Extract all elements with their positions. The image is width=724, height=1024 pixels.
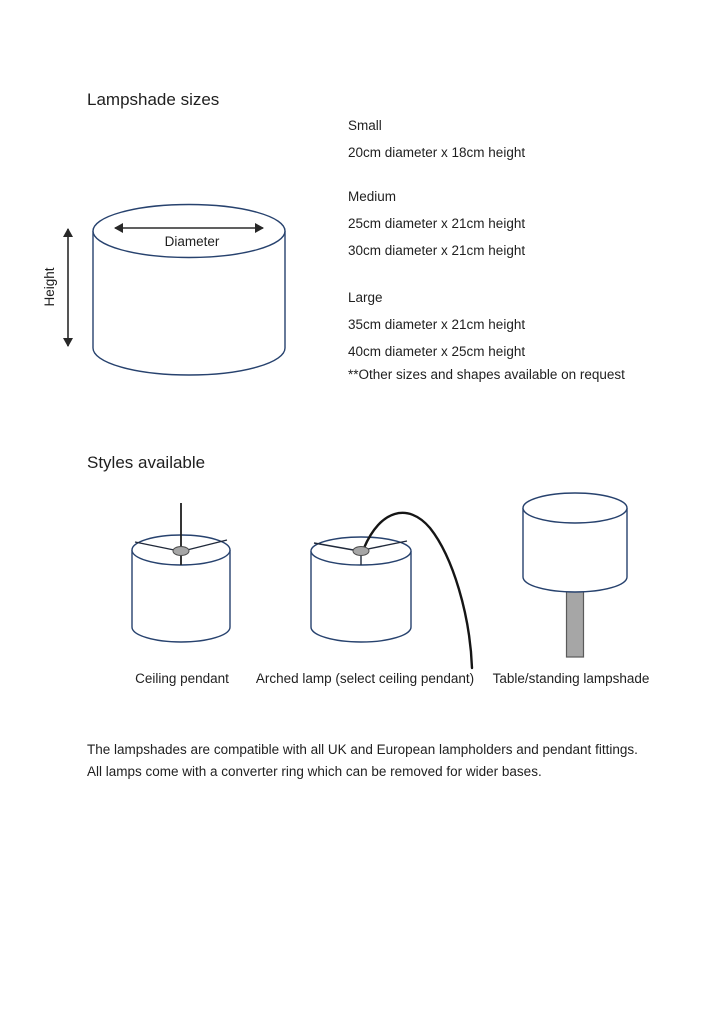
table-shade-top [523, 493, 627, 523]
styles-diagram [80, 480, 680, 675]
pendant-fitting [173, 547, 189, 556]
caption-arched-lamp: Arched lamp (select ceiling pendant) [255, 671, 475, 686]
table-lampshade-diagram [523, 493, 627, 657]
lampshade-dimensions-diagram [35, 195, 295, 385]
page-title: Lampshade sizes [87, 90, 220, 109]
ceiling-pendant-diagram [132, 503, 230, 642]
size-option: 20cm diameter x 18cm height [348, 145, 526, 160]
height-label: Height [42, 267, 57, 307]
arched-fitting [353, 547, 369, 556]
size-group-large: Large [348, 290, 383, 305]
size-option: 25cm diameter x 21cm height [348, 216, 526, 231]
styles-title: Styles available [87, 453, 206, 472]
other-sizes-note: **Other sizes and shapes available on request [348, 367, 625, 382]
size-option: 40cm diameter x 25cm height [348, 344, 526, 359]
caption-table-lampshade: Table/standing lampshade [492, 671, 650, 686]
size-group-small: Small [348, 118, 382, 133]
compatibility-line-1: The lampshades are compatible with all UK and European lampholders and pendant fittings. [87, 742, 638, 757]
compatibility-line-2: All lamps come with a converter ring which can be removed for wider bases. [87, 764, 542, 779]
size-option: 30cm diameter x 21cm height [348, 243, 526, 258]
size-option: 35cm diameter x 21cm height [348, 317, 526, 332]
diameter-label: Diameter [164, 234, 220, 249]
compatibility-paragraph [87, 739, 638, 783]
caption-ceiling-pendant: Ceiling pendant [135, 671, 229, 686]
arched-lamp-diagram [311, 513, 472, 668]
size-group-medium: Medium [348, 189, 397, 204]
